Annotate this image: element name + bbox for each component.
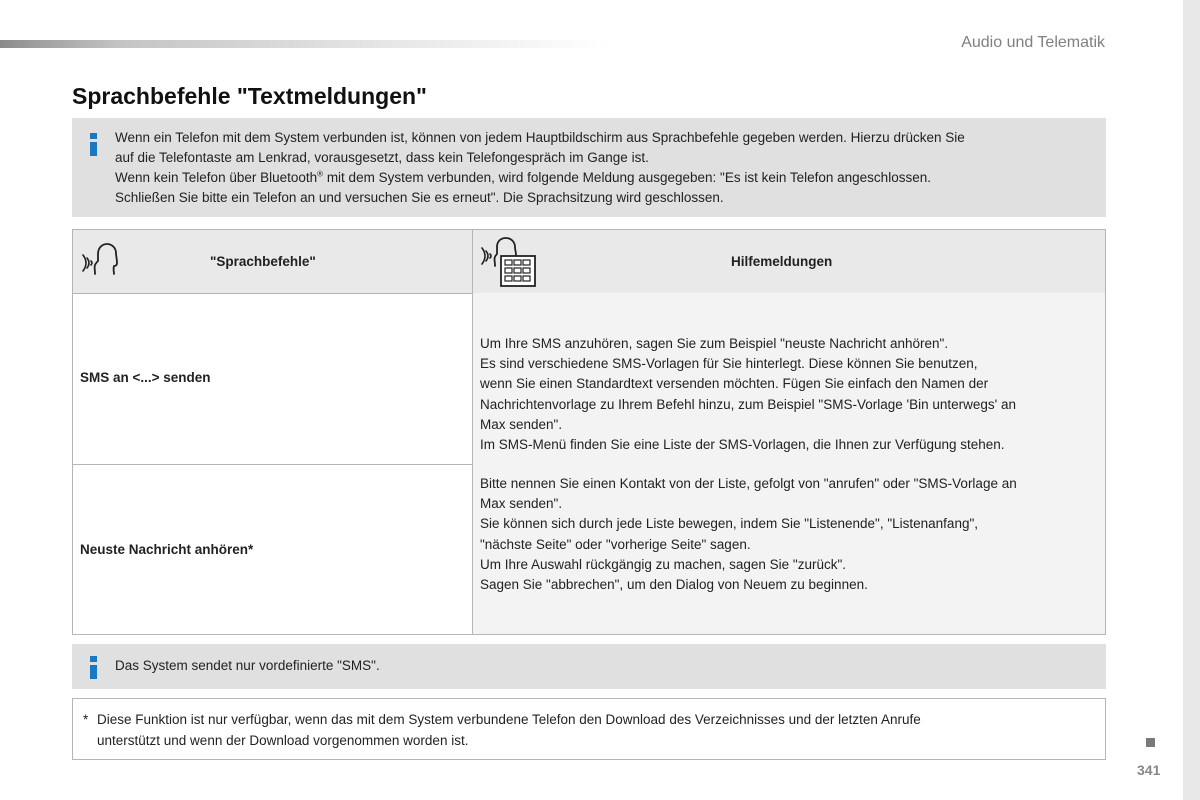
response-line: Bitte nennen Sie einen Kontakt von der Liste, gefolgt von "anrufen" oder "SMS-Vorlage an [480,476,1017,491]
response-line: Im SMS-Menü finden Sie eine Liste der SMS-Vorlagen, die Ihnen zur Verfügung stehen. [480,437,1005,453]
column-header-commands: "Sprachbefehle" [210,254,316,269]
page-number: 341 [1137,762,1161,778]
response-block-sms [480,334,1100,455]
page-edge-strip [1183,0,1200,800]
footnote-line: unterstützt und wenn der Download vorgenommen worden ist. [97,733,469,748]
table-header [73,230,1105,294]
header-gradient-bar [0,40,610,48]
response-line: Sagen Sie "abbrechen", um den Dialog von Neuem zu beginnen. [480,577,868,593]
section-title: Audio und Telematik [961,34,1105,51]
response-line: Max senden". [480,416,563,432]
info-icon [90,656,97,679]
info-line [115,168,1092,188]
info-box-bottom [72,644,1106,689]
response-line: Um Ihre SMS anzuhören, sagen Sie zum Beispiel "neuste Nachricht anhören". [480,336,949,351]
info-text-top [115,128,1092,208]
info-icon [90,133,97,156]
command-send-sms: SMS an <...> senden [80,370,211,385]
footnote-line: Diese Funktion ist nur verfügbar, wenn das mit dem System verbundene Telefon den Download des Verzeichnisses und der letzten Anrufe [97,712,921,727]
voice-commands-table [72,229,1106,635]
page-marker [1146,738,1155,747]
info-text-bottom: Das System sendet nur vordefinierte "SMS". [115,658,380,673]
info-line: auf die Telefontaste am Lenkrad, vorausgesetzt, dass kein Telefongespräch im Gange ist. [115,150,649,165]
response-line: Nachrichtenvorlage zu Ihrem Befehl hinzu, zum Beispiel "SMS-Vorlage 'Bin unterwegs' an [480,396,1016,412]
column-divider [472,230,473,634]
registered-mark: ® [317,169,324,179]
page-title: Sprachbefehle "Textmeldungen" [72,83,427,109]
help-messages-icon [479,236,539,290]
response-line: "nächste Seite" oder "vorherige Seite" sagen. [480,536,751,552]
column-header-help: Hilfemeldungen [731,254,833,269]
row-divider [73,464,472,465]
response-block-list [480,474,1100,595]
info-text-fragment: mit dem System verbunden, wird folgende Meldung ausgegeben: "Es ist kein Telefon angeschlossen. [323,170,931,185]
footnote-box [72,698,1106,760]
response-line: Max senden". [480,496,563,512]
info-line: Schließen Sie bitte ein Telefon an und versuchen Sie es erneut". Die Sprachsitzung wird geschlossen. [115,190,724,205]
response-line: Um Ihre Auswahl rückgängig zu machen, sagen Sie "zurück". [480,556,847,572]
response-line: wenn Sie einen Standardtext versenden möchten. Fügen Sie einfach den Namen der [480,376,989,392]
footnote-text [83,709,1085,751]
response-line: Sie können sich durch jede Liste bewegen, indem Sie "Listenende", "Listenanfang", [480,516,978,532]
voice-command-icon [81,241,121,277]
info-box-top [72,118,1106,217]
response-line: Es sind verschiedene SMS-Vorlagen für Sie hinterlegt. Diese können Sie benutzen, [480,356,978,372]
info-line: Wenn ein Telefon mit dem System verbunden ist, können von jedem Hauptbildschirm aus Sprachbefehle gegeben werden. Hierzu drücken Sie [115,130,965,145]
info-text-fragment: Wenn kein Telefon über Bluetooth [115,170,318,185]
footnote-marker: * [83,712,89,727]
command-read-latest: Neuste Nachricht anhören* [80,542,254,557]
